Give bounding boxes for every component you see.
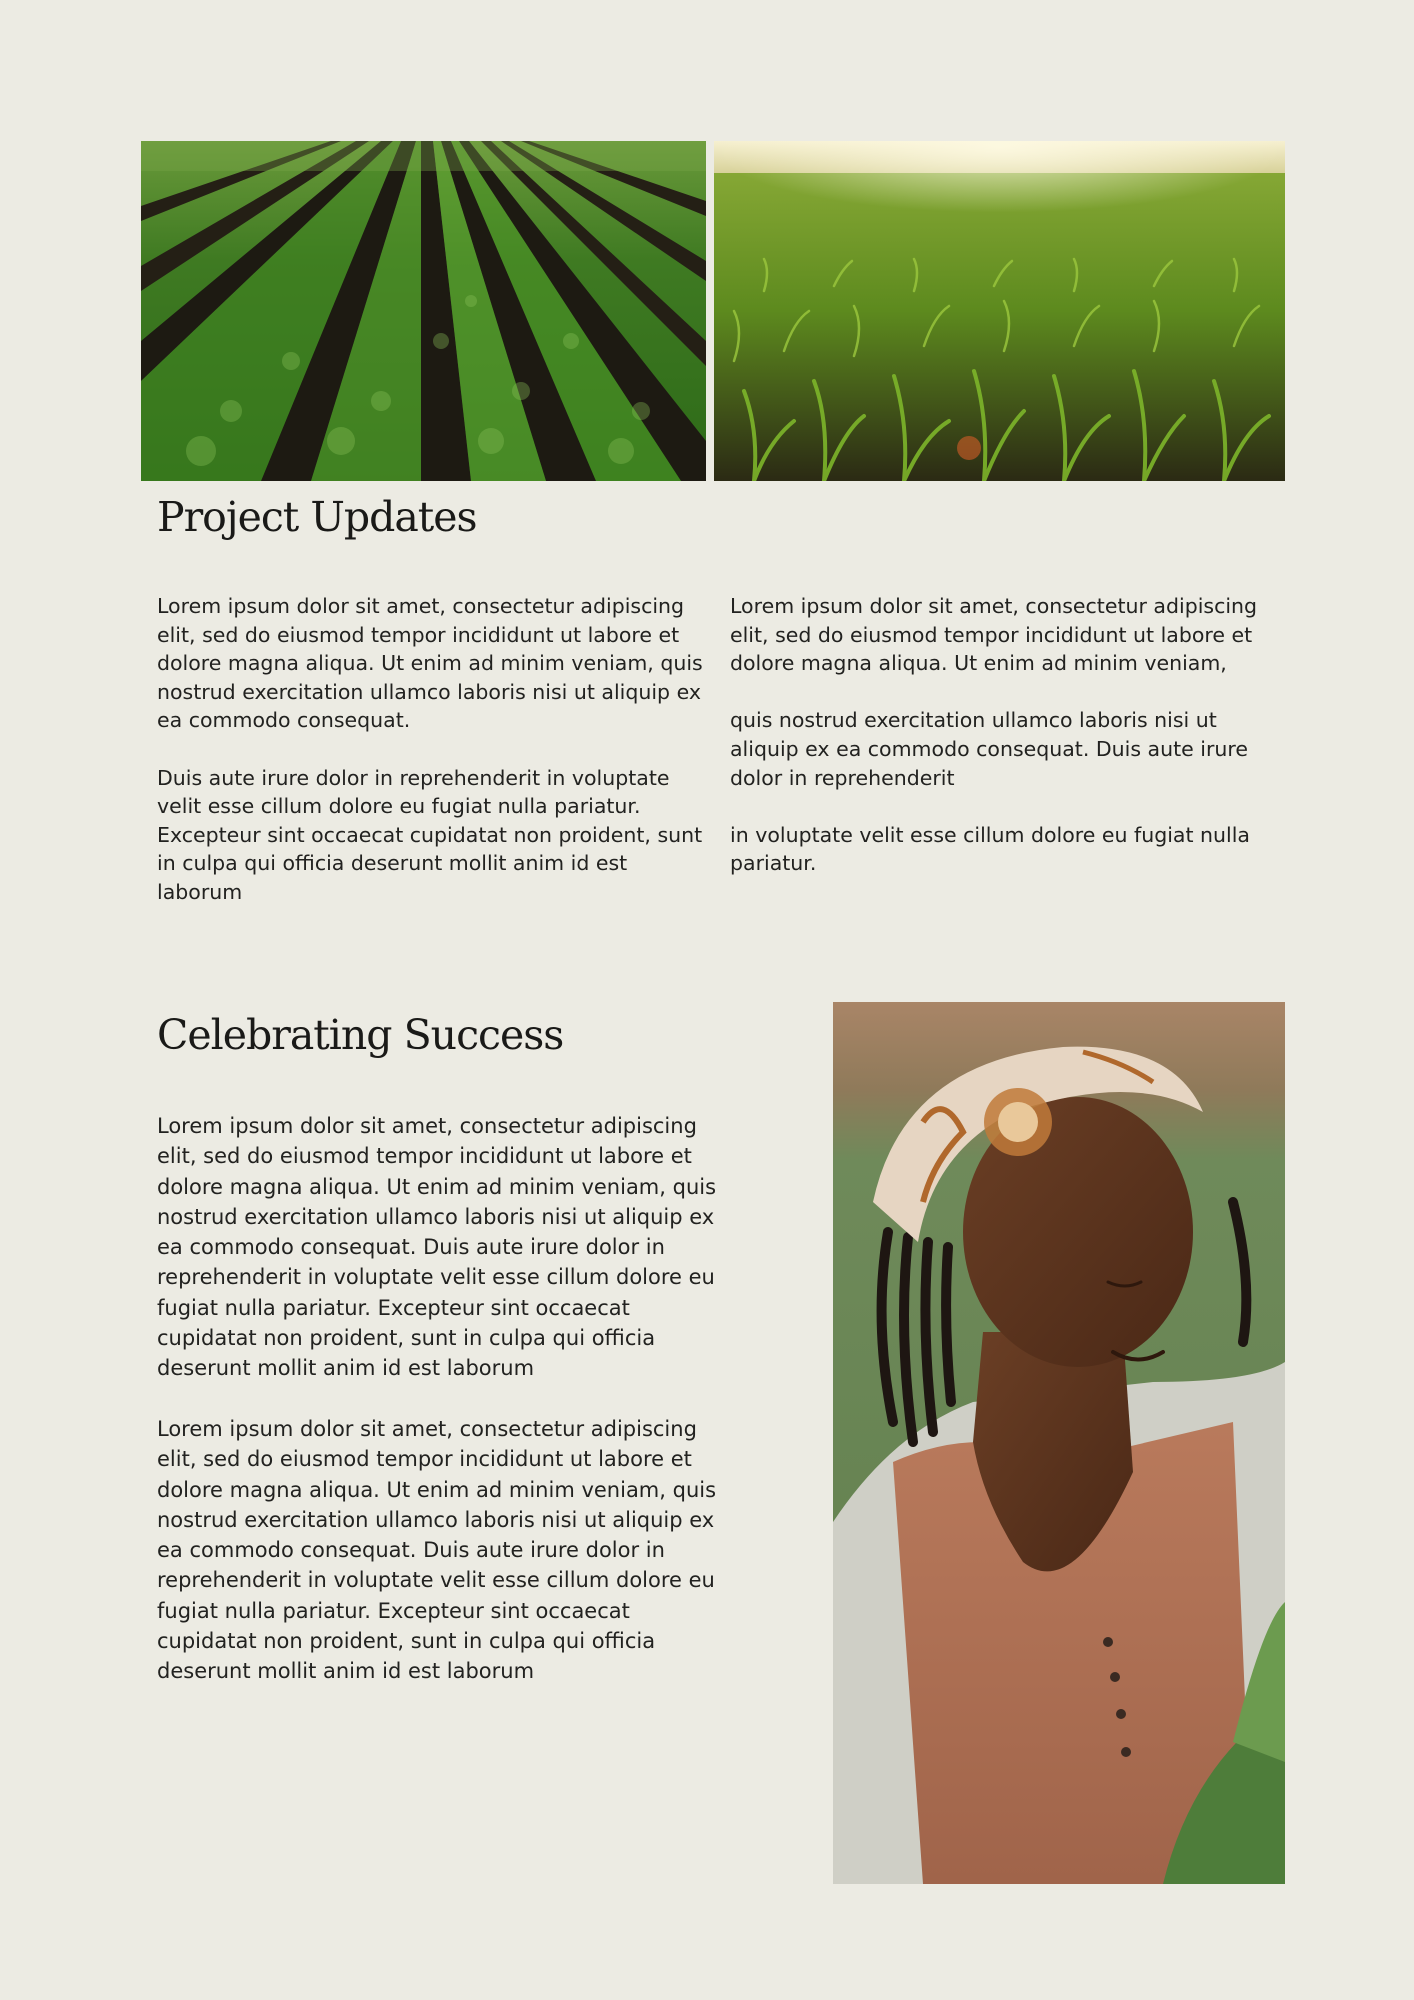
paragraph: Duis aute irure dolor in reprehenderit in voluptate velit esse cillum dolore eu fugiat nulla pariatur. Excepteur sint occaecat cupidatat non proident, sunt in culpa qui officia deserunt mollit anim id est laborum	[157, 765, 703, 904]
crop-rows-photo	[141, 141, 706, 481]
paragraph: Lorem ipsum dolor sit amet, consectetur adipiscing elit, sed do eiusmod tempor incididunt ut labore et dolore magna aliqua. Ut enim ad minim veniam,	[730, 594, 1258, 676]
project-updates-heading: Project Updates	[157, 493, 477, 541]
project-updates-right-column	[730, 592, 1290, 907]
celebrating-success-heading: Celebrating Success	[157, 1011, 564, 1059]
paragraph: quis nostrud exercitation ullamco laboris nisi ut aliquip ex ea commodo consequat. Duis aute irure dolor in reprehenderit	[730, 708, 1248, 790]
paragraph: Lorem ipsum dolor sit amet, consectetur adipiscing elit, sed do eiusmod tempor incididunt ut labore et dolore magna aliqua. Ut enim ad minim veniam, quis nostrud exercitation ullamco laboris nisi ut aliquip ex ea commodo consequat. Duis aute irure dolor in reprehenderit in voluptate velit esse cillum dolore eu fugiat nulla pariatur. Excepteur sint occaecat cupidatat non proident, sunt in culpa qui officia deserunt mollit anim id est laborum	[157, 1416, 717, 1684]
corn-field-photo	[714, 141, 1285, 481]
celebrating-success-column	[157, 1111, 727, 1717]
farmer-portrait-photo	[833, 1002, 1285, 1884]
project-updates-left-column	[157, 592, 717, 935]
paragraph: Lorem ipsum dolor sit amet, consectetur adipiscing elit, sed do eiusmod tempor incididunt ut labore et dolore magna aliqua. Ut enim ad minim veniam, quis nostrud exercitation ullamco laboris nisi ut aliquip ex ea commodo consequat.	[157, 594, 703, 733]
paragraph: in voluptate velit esse cillum dolore eu fugiat nulla pariatur.	[730, 822, 1250, 876]
paragraph: Lorem ipsum dolor sit amet, consectetur adipiscing elit, sed do eiusmod tempor incididunt ut labore et dolore magna aliqua. Ut enim ad minim veniam, quis nostrud exercitation ullamco laboris nisi ut aliquip ex ea commodo consequat. Duis aute irure dolor in reprehenderit in voluptate velit esse cillum dolore eu fugiat nulla pariatur. Excepteur sint occaecat cupidatat non proident, sunt in culpa qui officia deserunt mollit anim id est laborum	[157, 1114, 717, 1381]
